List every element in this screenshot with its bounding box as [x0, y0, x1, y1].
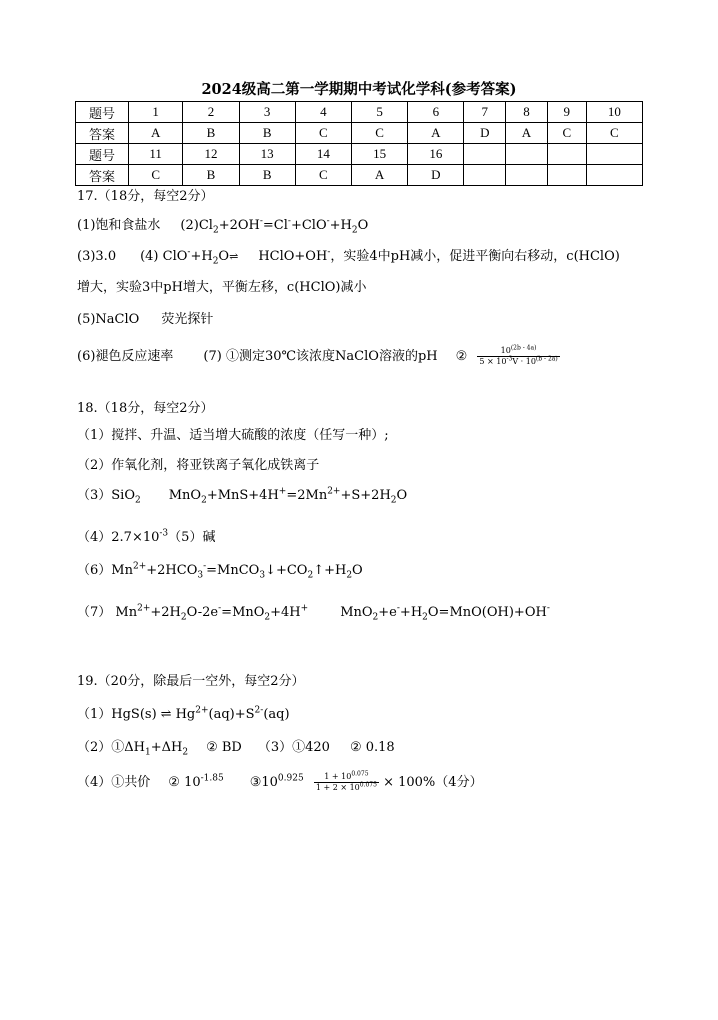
- answer-table: [75, 101, 643, 186]
- q17-line3: 增大，实验3中pH增大，平衡左移，c(HClO)减小: [77, 280, 367, 295]
- table-cell: B: [183, 123, 239, 144]
- table-cell: 答案: [76, 123, 129, 144]
- q17-line2: (3)3.0 (4) $ClO^-+H_2O\rightleftharpoons$ HClO+OH-，实验4中pH减小，促进平衡向右移动，c(HClO): [77, 247, 620, 267]
- q19-header: 19.（20分，除最后一空外，每空2分）: [77, 674, 305, 689]
- table-cell: D: [408, 165, 464, 186]
- table-cell: 7: [464, 102, 506, 123]
- table-cell: C: [586, 123, 642, 144]
- table-row: [76, 144, 643, 165]
- table-cell: D: [464, 123, 506, 144]
- q19-line3: （4）①共价 ② $10^{-1.85}$ $③10^{0.925}$ $\frac{1 + 10^{0.075}}{1 + 2 \times 10^{0.075}}$ × 100%（4分）: [77, 770, 483, 792]
- table-cell: C: [129, 165, 183, 186]
- q17-line5: (6)褪色反应速率 (7) ①测定30℃该浓度NaClO溶液的pH ② $\frac{10^{(2b - 4a)}}{5 \times 10^{-3}V \cdot 10^{(b - 2a)}}$: [77, 344, 558, 366]
- table-cell: C: [351, 123, 407, 144]
- q17-line1: (1)饱和食盐水 $(2)Cl_2+2OH^-=Cl^-+ClO^-+H_2O$: [77, 216, 369, 236]
- table-cell: 12: [183, 144, 239, 165]
- table-cell: A: [351, 165, 407, 186]
- table-cell: 5: [351, 102, 407, 123]
- table-row: [76, 102, 643, 123]
- table-cell: 9: [547, 102, 586, 123]
- table-cell: 10: [586, 102, 642, 123]
- table-cell: 6: [408, 102, 464, 123]
- table-cell: 答案: [76, 165, 129, 186]
- q18-line1: （1）搅拌、升温、适当增大硫酸的浓度（任写一种）;: [77, 428, 389, 443]
- q18-line4: $(4)2.7\times 10^{-3}(5)$碱: [77, 528, 216, 545]
- table-cell: B: [239, 123, 295, 144]
- q18-line3: （3）SiO$_2$ $MnO_2+MnS+4H^+=2Mn^{2+}+S+2H_2O$: [77, 486, 408, 506]
- table-cell: 8: [506, 102, 548, 123]
- table-cell: [506, 144, 548, 165]
- table-cell: 题号: [76, 144, 129, 165]
- table-cell: 11: [129, 144, 183, 165]
- table-row: [76, 123, 643, 144]
- table-cell: 14: [295, 144, 351, 165]
- table-cell: C: [295, 123, 351, 144]
- table-cell: C: [295, 165, 351, 186]
- table-cell: 15: [351, 144, 407, 165]
- q18-header: 18.（18分，每空2分）: [77, 401, 214, 416]
- table-cell: [586, 165, 642, 186]
- table-cell: B: [239, 165, 295, 186]
- table-cell: 3: [239, 102, 295, 123]
- q19-line1: （1）HgS(s) ⇌ $Hg^{2+}(aq)+S^{2-}(aq)$: [77, 705, 290, 722]
- table-cell: 1: [129, 102, 183, 123]
- q19-line2: $(2)①\Delta H_1+\Delta H_2$ ② BD （3）①420 ② 0.18: [77, 740, 395, 758]
- table-cell: A: [129, 123, 183, 144]
- table-cell: [464, 165, 506, 186]
- table-cell: [586, 144, 642, 165]
- table-cell: C: [547, 123, 586, 144]
- table-cell: 题号: [76, 102, 129, 123]
- table-cell: B: [183, 165, 239, 186]
- table-cell: [547, 144, 586, 165]
- table-cell: 4: [295, 102, 351, 123]
- table-cell: 2: [183, 102, 239, 123]
- q17-fraction: $\frac{10^{(2b - 4a)}}{5 \times 10^{-3}V \cdot 10^{(b - 2a)}}$: [479, 344, 558, 366]
- table-cell: [506, 165, 548, 186]
- q19-fraction: $\frac{1 + 10^{0.075}}{1 + 2 \times 10^{0.075}}$: [315, 770, 377, 792]
- table-row: [76, 165, 643, 186]
- table-cell: A: [506, 123, 548, 144]
- table-cell: 13: [239, 144, 295, 165]
- page-title: 2024级高二第一学期期中考试化学科(参考答案): [201, 81, 517, 98]
- q17-line4: (5)NaClO 荧光探针: [77, 312, 214, 327]
- q17-header: 17.（18分，每空2分）: [77, 189, 214, 204]
- q18-line6: （7） $Mn^{2+}+2H_2O-2e^-=MnO_2+4H^+$ $MnO_2+e^-+H_2O=MnO(OH)+OH^-$: [77, 603, 550, 623]
- table-cell: [547, 165, 586, 186]
- q18-line2: （2）作氧化剂，将亚铁离子氧化成铁离子: [77, 458, 320, 473]
- q18-line5: $(6)Mn^{2+}+2HCO_3^-=MnCO_3↓+CO_2↑+H_2O$: [77, 561, 363, 581]
- table-cell: [464, 144, 506, 165]
- table-cell: A: [408, 123, 464, 144]
- table-cell: 16: [408, 144, 464, 165]
